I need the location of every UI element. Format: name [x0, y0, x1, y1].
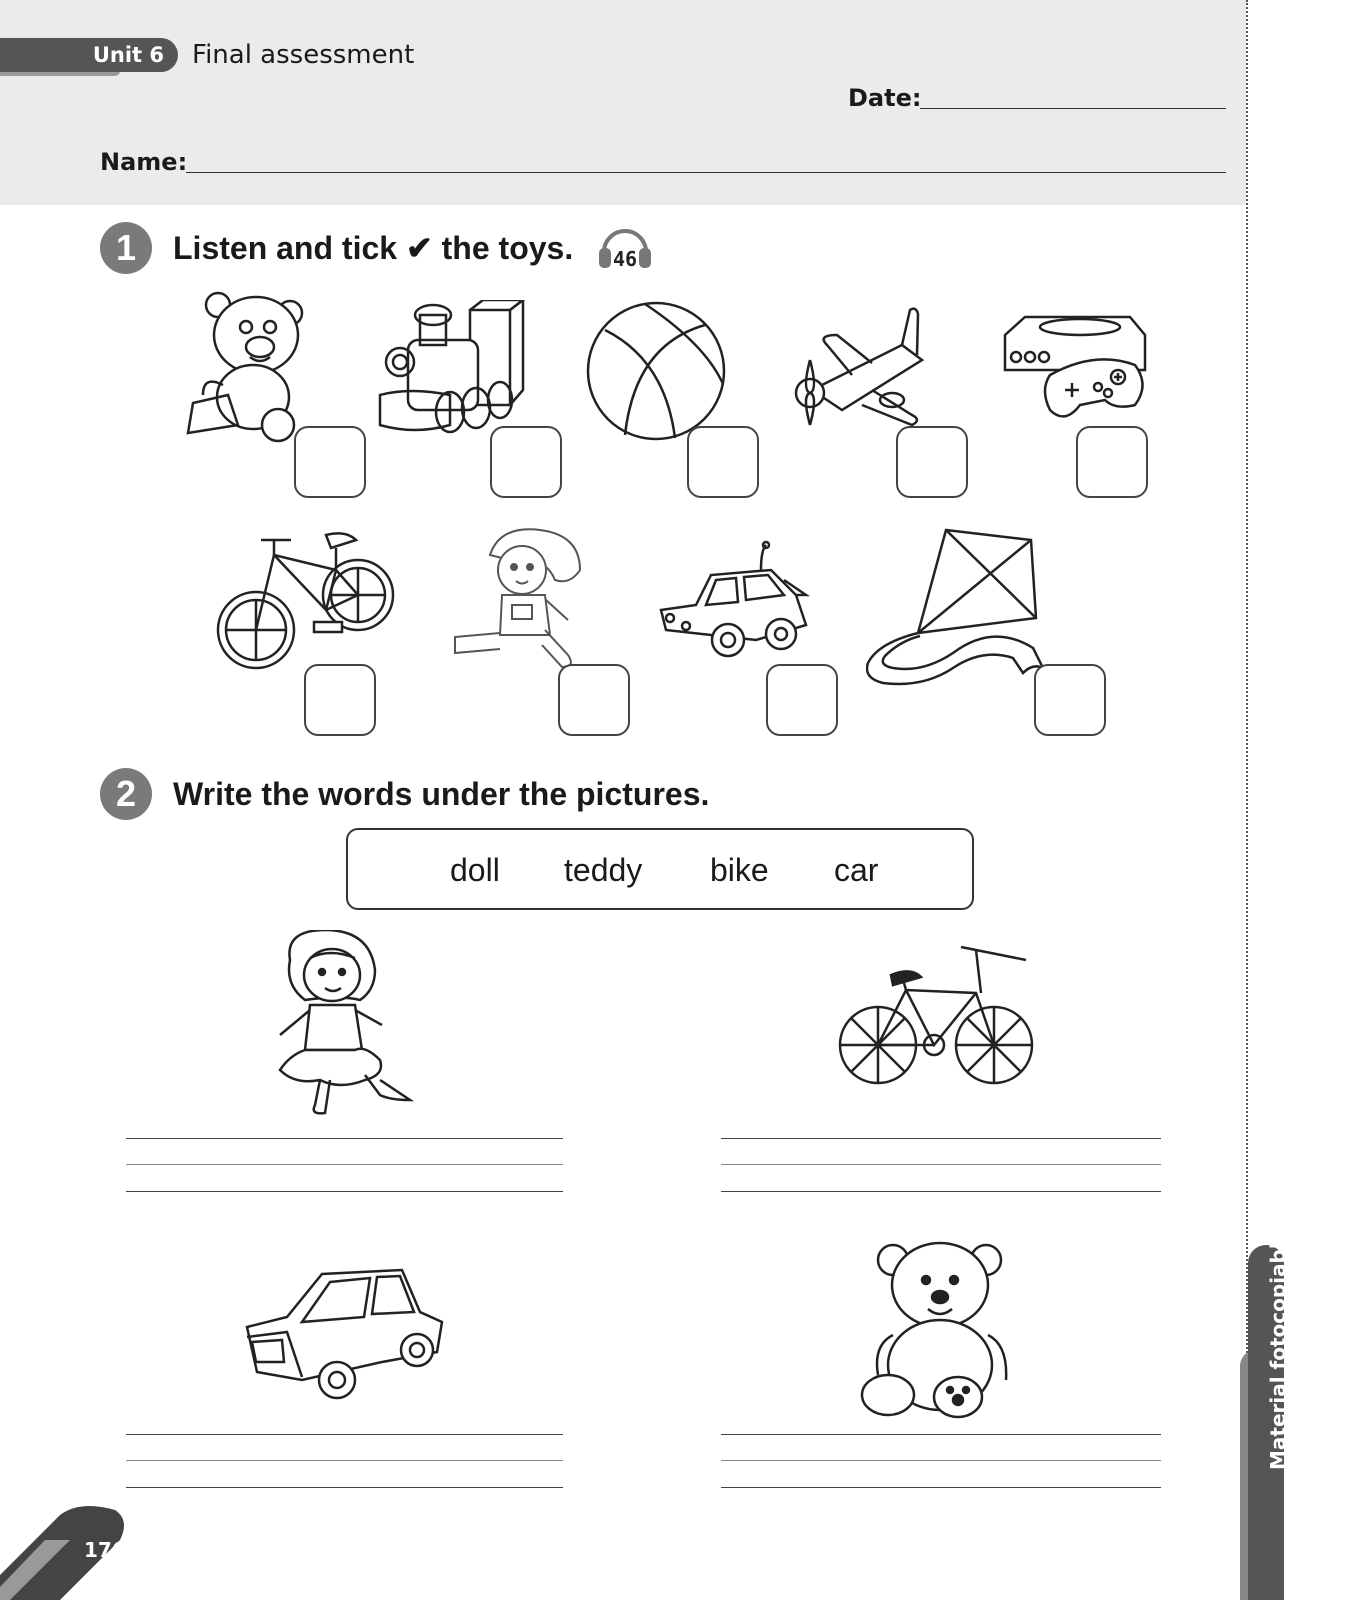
writing-line[interactable]: [126, 1487, 563, 1488]
writing-line[interactable]: [721, 1191, 1161, 1192]
tick-box-games-console[interactable]: [1076, 426, 1148, 498]
plane-icon: [782, 305, 937, 439]
teddy-bear-icon: [858, 1235, 1023, 1424]
bike-icon: [836, 945, 1036, 1094]
word-bank-item: car: [834, 852, 879, 888]
date-label: Date:: [848, 84, 922, 112]
date-field[interactable]: [920, 108, 1226, 109]
writing-line[interactable]: [126, 1434, 563, 1435]
kite-icon: [866, 528, 1051, 692]
tick-box-bike[interactable]: [304, 664, 376, 736]
games-console-icon: [990, 315, 1150, 439]
name-label: Name:: [100, 148, 188, 176]
writing-line[interactable]: [721, 1434, 1161, 1435]
writing-guide-line: [721, 1460, 1161, 1461]
doll-icon: [450, 525, 600, 679]
writing-line[interactable]: [721, 1138, 1161, 1139]
tick-box-teddy[interactable]: [294, 426, 366, 498]
name-field[interactable]: [186, 172, 1226, 173]
writing-guide-line: [126, 1460, 563, 1461]
instruction-text: Listen and tick: [173, 230, 398, 266]
teddy-bear-icon: [178, 285, 318, 449]
tick-box-doll[interactable]: [558, 664, 630, 736]
tick-icon: ✔: [405, 230, 433, 266]
exercise-1-instruction: [173, 228, 573, 268]
exercise-1-number: 1: [100, 222, 152, 274]
unit-badge: Unit 6: [0, 38, 178, 72]
tick-box-plane[interactable]: [896, 426, 968, 498]
car-icon: [656, 540, 816, 674]
writing-guide-line: [721, 1164, 1161, 1165]
doll-icon: [270, 930, 420, 1124]
page-number: 176: [84, 1538, 126, 1562]
writing-line[interactable]: [126, 1138, 563, 1139]
writing-guide-line: [126, 1164, 563, 1165]
assessment-title: Final assessment: [192, 40, 415, 70]
exercise-2-number: 2: [100, 768, 152, 820]
instruction-text-end: the toys.: [441, 230, 574, 266]
tick-box-kite[interactable]: [1034, 664, 1106, 736]
exercise-2-instruction: Write the words under the pictures.: [173, 776, 710, 812]
writing-line[interactable]: [721, 1487, 1161, 1488]
audio-track-number: 46: [612, 247, 638, 270]
tick-box-train[interactable]: [490, 426, 562, 498]
ball-icon: [585, 300, 727, 446]
side-tab-label: Material fotocopiable: [1266, 1228, 1290, 1470]
writing-line[interactable]: [126, 1191, 563, 1192]
tick-box-car[interactable]: [766, 664, 838, 736]
car-icon: [242, 1262, 447, 1406]
audio-icon: [594, 222, 656, 270]
word-bank-item: bike: [710, 852, 769, 888]
tick-box-ball[interactable]: [687, 426, 759, 498]
word-bank-item: teddy: [564, 852, 643, 888]
word-bank-item: doll: [450, 852, 500, 888]
word-bank: [346, 828, 974, 910]
